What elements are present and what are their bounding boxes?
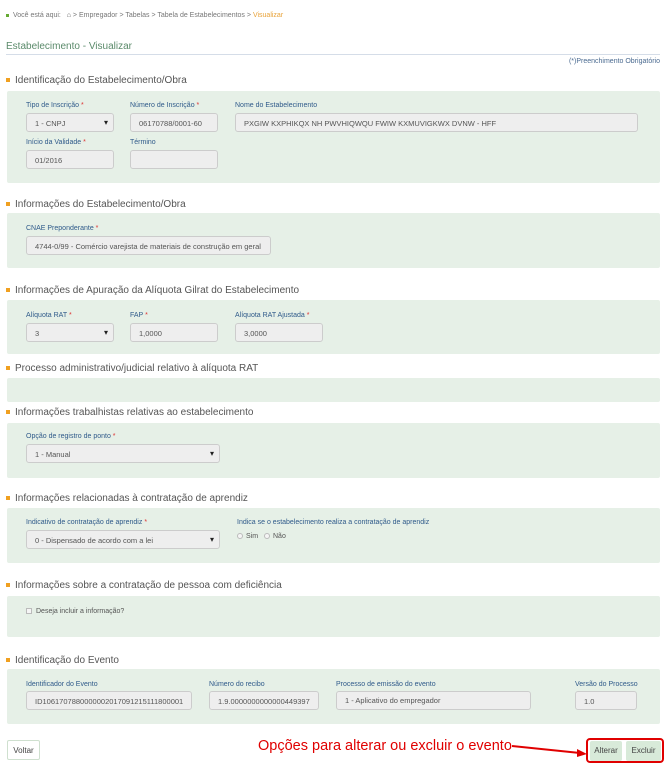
numero-inscricao-field[interactable]: 06170788/0001-60 [130, 113, 218, 132]
alterar-button[interactable]: Alterar [590, 741, 622, 761]
label-tipo [26, 102, 84, 109]
required-mark: * [145, 312, 148, 319]
label-indica: Indica se o estabelecimento realiza a contratação de aprendiz [237, 519, 430, 526]
checkbox-label: Deseja incluir a informação? [36, 608, 125, 615]
indicativo-aprendiz-select[interactable]: 0 - Dispensado de acordo com a lei ▾ [26, 530, 220, 549]
bullet-icon [6, 583, 10, 587]
nome-estabelecimento-field[interactable]: PXGIW KXPHIKQX NH PWVHIQWQU FWIW KXMUVIGKWX DVNW - HFF [235, 113, 638, 132]
required-mark: * [83, 139, 86, 146]
label-ponto [26, 433, 116, 440]
required-mark: * [196, 102, 200, 109]
numero-recibo-field[interactable]: 1.9.0000000000000449397 [209, 691, 319, 710]
sep: > [151, 12, 156, 19]
bullet-icon [6, 366, 10, 370]
required-mark: * [144, 519, 148, 526]
label-termino: Término [130, 139, 156, 146]
bullet-icon [6, 288, 10, 292]
label-rat [26, 312, 72, 319]
registro-ponto-select[interactable]: 1 - Manual ▾ [26, 444, 220, 463]
annotation-text: Opções para alterar ou excluir o evento [258, 738, 512, 754]
voltar-button[interactable]: Voltar [7, 740, 40, 760]
label-text: Indicativo de contratação de aprendiz [26, 519, 143, 526]
section-title: Informações relacionadas à contratação de aprendiz [15, 493, 248, 504]
radio-icon[interactable] [237, 533, 243, 539]
required-mark: * [81, 102, 84, 109]
bullet-icon [6, 202, 10, 206]
label-versao: Versão do Processo [575, 681, 638, 688]
bullet-icon [6, 14, 9, 17]
breadcrumb-prefix: Você está aqui: [13, 12, 61, 19]
inicio-validade-field[interactable]: 01/2016 [26, 150, 114, 169]
breadcrumb-tabela-estabelecimentos[interactable]: Tabela de Estabelecimentos [157, 12, 245, 19]
aliquota-rat-select[interactable]: 3 ▾ [26, 323, 114, 342]
excluir-button[interactable]: Excluir [626, 741, 661, 761]
label-text: Início da Validade [26, 139, 82, 146]
bullet-icon [6, 410, 10, 414]
panel-pcd [7, 596, 660, 637]
required-mark: * [95, 225, 99, 232]
radio-sim[interactable] [237, 533, 258, 540]
required-mark: * [112, 433, 116, 440]
incluir-informacao-checkbox[interactable] [26, 608, 124, 615]
section-title: Informações trabalhistas relativas ao estabelecimento [15, 407, 254, 418]
fap-field[interactable]: 1,0000 [130, 323, 218, 342]
sep: > [246, 12, 251, 19]
sep: > [72, 12, 77, 19]
annotation-arrow-icon [512, 740, 588, 760]
label-text: CNAE Preponderante [26, 225, 94, 232]
label-processo-emissao: Processo de emissão do evento [336, 681, 436, 688]
page-title: Estabelecimento - Visualizar [6, 41, 132, 52]
bullet-icon [6, 78, 10, 82]
required-note: (*)Preenchimento Obrigatório [568, 58, 660, 65]
label-numero [130, 102, 199, 109]
breadcrumb-empregador[interactable]: Empregador [78, 12, 118, 19]
section-title: Informações de Apuração da Alíquota Gilrat do Estabelecimento [15, 285, 300, 296]
label-nome: Nome do Estabelecimento [235, 102, 318, 109]
radio-label: Não [273, 533, 286, 540]
label-inicio [26, 139, 86, 146]
section-header-trabalhistas [6, 407, 253, 418]
cnae-field[interactable]: 4744-0/99 - Comércio varejista de materiais de construção em geral [26, 236, 271, 255]
sep: > [119, 12, 124, 19]
label-text: FAP [130, 312, 144, 319]
label-recibo: Número do recibo [209, 681, 265, 688]
section-header-identificacao [6, 75, 187, 86]
breadcrumb [6, 12, 283, 19]
bullet-icon [6, 496, 10, 500]
checkbox-icon[interactable] [26, 608, 32, 614]
termino-field[interactable] [130, 150, 218, 169]
required-mark: * [68, 312, 72, 319]
processo-emissao-field[interactable]: 1 - Aplicativo do empregador [336, 691, 531, 710]
label-ajustada [235, 312, 309, 319]
section-header-evento [6, 655, 119, 666]
section-header-pcd [6, 580, 282, 591]
section-header-gilrat [6, 285, 299, 296]
label-fap [130, 312, 148, 319]
tipo-inscricao-select[interactable]: 1 - CNPJ ▾ [26, 113, 114, 132]
panel-identificacao [7, 91, 660, 183]
section-title: Identificação do Estabelecimento/Obra [15, 75, 187, 86]
aliquota-ajustada-field[interactable]: 3,0000 [235, 323, 323, 342]
radio-icon[interactable] [264, 533, 270, 539]
panel-processo [7, 378, 660, 402]
breadcrumb-current: Visualizar [252, 12, 284, 19]
label-text: Número de Inscrição [130, 102, 195, 109]
identificador-evento-field[interactable]: ID1061707880000002017091215111800001 [26, 691, 192, 710]
versao-processo-field[interactable]: 1.0 [575, 691, 637, 710]
section-title: Identificação do Evento [15, 655, 119, 666]
label-identificador: Identificador do Evento [26, 681, 98, 688]
section-header-processo [6, 363, 258, 374]
section-title: Processo administrativo/judicial relativo à alíquota RAT [15, 363, 259, 374]
radio-nao[interactable] [264, 533, 286, 540]
radio-label: Sim [246, 533, 259, 540]
section-title: Informações sobre a contratação de pessoa com deficiência [15, 580, 282, 591]
breadcrumb-tabelas[interactable]: Tabelas [125, 12, 150, 19]
home-icon[interactable]: ⌂ [66, 12, 71, 19]
label-text: Tipo de Inscrição [26, 102, 80, 109]
label-text: Alíquota RAT [26, 312, 67, 319]
title-divider [6, 54, 660, 55]
label-cnae [26, 225, 98, 232]
label-indicativo [26, 519, 147, 526]
section-header-informacoes [6, 199, 186, 210]
label-text: Opção de registro de ponto [26, 433, 111, 440]
section-title: Informações do Estabelecimento/Obra [15, 199, 186, 210]
label-text: Alíquota RAT Ajustada [235, 312, 305, 319]
section-header-aprendiz [6, 493, 248, 504]
bullet-icon [6, 658, 10, 662]
required-mark: * [306, 312, 310, 319]
